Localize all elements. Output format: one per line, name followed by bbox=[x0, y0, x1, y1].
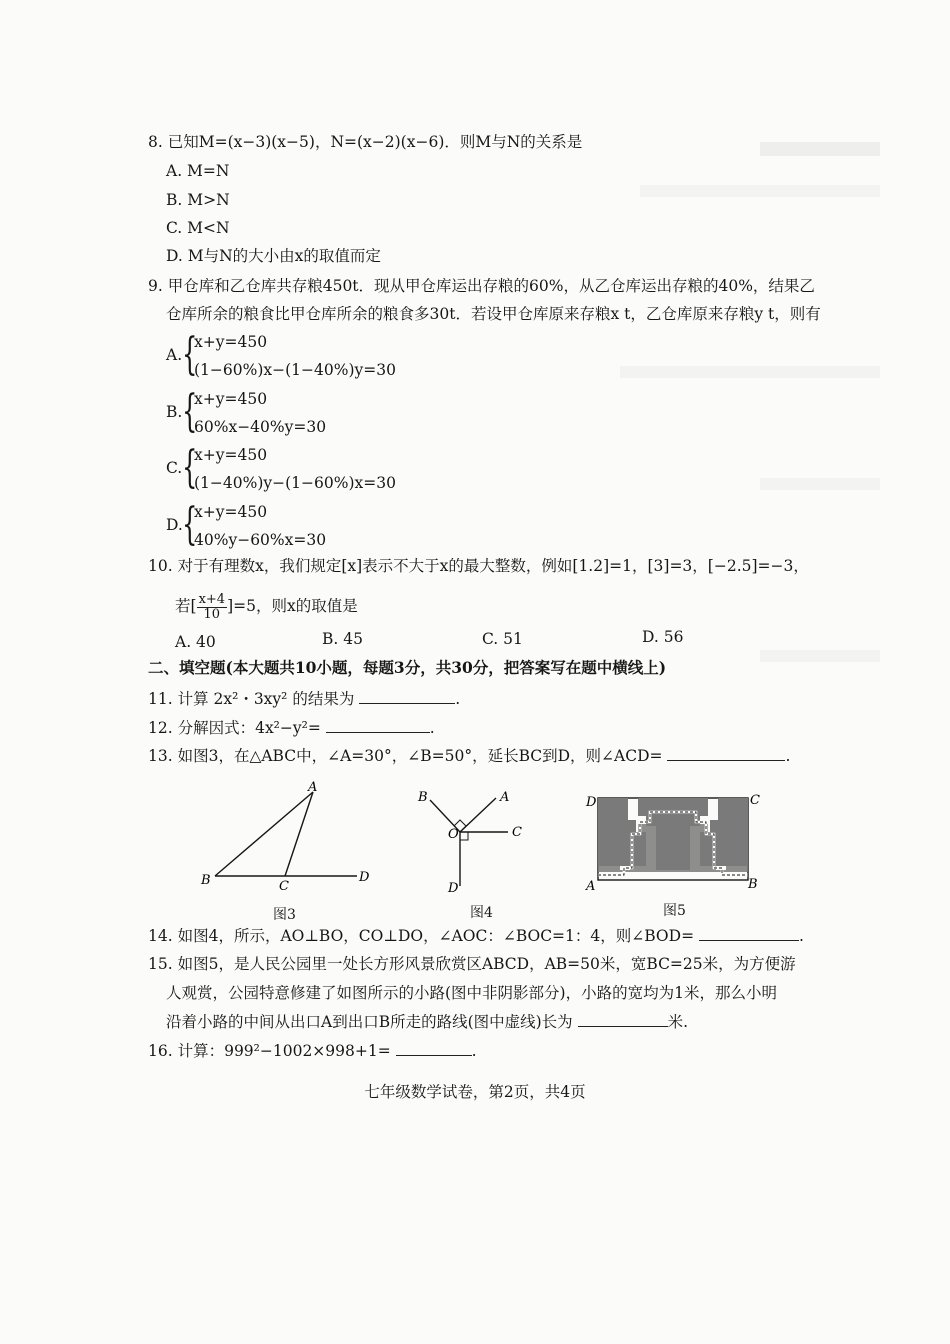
q16-answer-blank bbox=[396, 1041, 472, 1056]
fig4-label-c: C bbox=[512, 825, 522, 840]
q10-cond-suffix: ]=5，则x的取值是 bbox=[227, 597, 358, 615]
q8-option-d: D. M与N的大小由x的取值而定 bbox=[166, 247, 381, 265]
q10-option-d: D. 56 bbox=[642, 628, 684, 646]
q11-end: . bbox=[455, 690, 461, 708]
q9-option-d-eq2: 40%y−60%x=30 bbox=[194, 531, 327, 549]
q10-frac-den: 10 bbox=[203, 606, 221, 622]
q8-stem: 8. 已知M=(x−3)(x−5)，N=(x−2)(x−6)．则M与N的关系是 bbox=[148, 133, 583, 151]
fig3-label-a: A bbox=[308, 780, 318, 795]
figure-4-angles bbox=[410, 786, 540, 896]
fig3-label-b: B bbox=[201, 873, 211, 888]
fig3-label-c: C bbox=[279, 879, 289, 890]
fig5-label-b: B bbox=[748, 877, 758, 892]
q12-text: 12. 分解因式：4x²−y²= bbox=[148, 719, 321, 737]
q14-text: 14. 如图4，所示，AO⊥BO，CO⊥DO，∠AOC：∠BOC=1：4，则∠BOD= bbox=[148, 927, 695, 945]
q9-option-d-eq1: x+y=450 bbox=[194, 503, 268, 521]
q15-answer-blank bbox=[578, 1012, 668, 1027]
figure-5-park bbox=[584, 790, 764, 894]
q13-answer-blank bbox=[667, 746, 785, 761]
q10-option-b: B. 45 bbox=[322, 630, 363, 648]
q11-text: 11. 计算 2x²・3xy² 的结果为 bbox=[148, 690, 355, 708]
q12-end: . bbox=[429, 719, 435, 737]
figure-5-caption: 图5 bbox=[663, 903, 686, 919]
q9-option-c-eq1: x+y=450 bbox=[194, 446, 268, 464]
page-footer: 七年级数学试卷，第2页，共4页 bbox=[364, 1083, 586, 1101]
q11 bbox=[148, 689, 460, 709]
q13 bbox=[148, 746, 790, 766]
q9-option-b-eq1: x+y=450 bbox=[194, 390, 268, 408]
fig3-label-d: D bbox=[359, 870, 370, 885]
q9-option-a-eq2: (1−60%)x−(1−40%)y=30 bbox=[194, 361, 396, 379]
q9-option-d-label: D. bbox=[166, 516, 183, 534]
q12-answer-blank bbox=[326, 718, 430, 733]
q15-line3-end: 米. bbox=[667, 1013, 689, 1031]
q13-text: 13. 如图3，在△ABC中，∠A=30°，∠B=50°，延长BC到D，则∠ACD= bbox=[148, 747, 663, 765]
q10-frac-num: x+4 bbox=[198, 591, 226, 607]
q15-line3 bbox=[166, 1012, 688, 1032]
q16-text: 16. 计算：999²−1002×998+1= bbox=[148, 1042, 391, 1060]
q12 bbox=[148, 718, 435, 738]
q8-option-c: C. M<N bbox=[166, 219, 230, 237]
q8-option-b: B. M>N bbox=[166, 191, 230, 209]
figure-3-caption: 图3 bbox=[273, 907, 296, 923]
q16-end: . bbox=[471, 1042, 477, 1060]
q10-option-a: A. 40 bbox=[175, 633, 216, 651]
fig5-label-d: D bbox=[586, 795, 597, 810]
q14-answer-blank bbox=[699, 926, 799, 941]
brace-symbol: { bbox=[182, 442, 198, 493]
q15-line1: 15. 如图5，是人民公园里一处长方形风景欣赏区ABCD，AB=50米，宽BC=25米，为方便游 bbox=[148, 955, 796, 973]
q9-stem-line2: 仓库所余的粮食比甲仓库所余的粮食多30t．若设甲仓库原来存粮x t，乙仓库原来存粮y t，则有 bbox=[166, 305, 821, 323]
q10-option-c: C. 51 bbox=[482, 630, 523, 648]
fig5-label-a: A bbox=[586, 879, 596, 894]
figure-3-triangle bbox=[195, 778, 385, 890]
fig4-label-o: O bbox=[448, 827, 459, 842]
q10-fraction bbox=[197, 593, 228, 622]
q13-end: . bbox=[785, 747, 791, 765]
q11-answer-blank bbox=[359, 689, 455, 704]
q14-end: . bbox=[799, 927, 804, 945]
brace-symbol: { bbox=[182, 329, 198, 380]
q9-option-a-label: A. bbox=[166, 346, 183, 364]
q10-cond-prefix: 若[ bbox=[175, 597, 197, 615]
q9-option-b-eq2: 60%x−40%y=30 bbox=[194, 418, 327, 436]
q9-option-b-label: B. bbox=[166, 403, 183, 421]
q9-option-c-label: C. bbox=[166, 459, 183, 477]
q9-stem-line1: 9. 甲仓库和乙仓库共存粮450t．现从甲仓库运出存粮的60%，从乙仓库运出存粮的40%，结果乙 bbox=[148, 277, 815, 295]
q15-line3-text: 沿着小路的中间从出口A到出口B所走的路线(图中虚线)长为 bbox=[166, 1013, 573, 1031]
fig5-label-c: C bbox=[750, 793, 760, 808]
q16 bbox=[148, 1041, 477, 1061]
section-2-heading: 二、填空题(本大题共10小题，每题3分，共30分，把答案写在题中横线上) bbox=[148, 658, 667, 677]
fig4-label-b: B bbox=[418, 790, 428, 805]
brace-symbol: { bbox=[182, 499, 198, 550]
q9-option-c-eq2: (1−40%)y−(1−60%)x=30 bbox=[194, 474, 396, 492]
q10-stem-line1: 10. 对于有理数x，我们规定[x]表示不大于x的最大整数，例如[1.2]=1，[3]=3，[−2.5]=−3， bbox=[148, 557, 809, 575]
brace-symbol: { bbox=[182, 386, 198, 437]
fig4-label-a: A bbox=[500, 790, 510, 805]
q15-line2: 人观赏，公园特意修建了如图所示的小路(图中非阴影部分)，小路的宽均为1米，那么小明 bbox=[166, 984, 777, 1002]
fig4-label-d: D bbox=[448, 881, 459, 896]
figure-4-caption: 图4 bbox=[470, 905, 493, 921]
q8-option-a: A. M=N bbox=[166, 162, 230, 180]
q14 bbox=[148, 926, 804, 946]
q9-option-a-eq1: x+y=450 bbox=[194, 333, 268, 351]
q10-condition bbox=[175, 588, 358, 624]
